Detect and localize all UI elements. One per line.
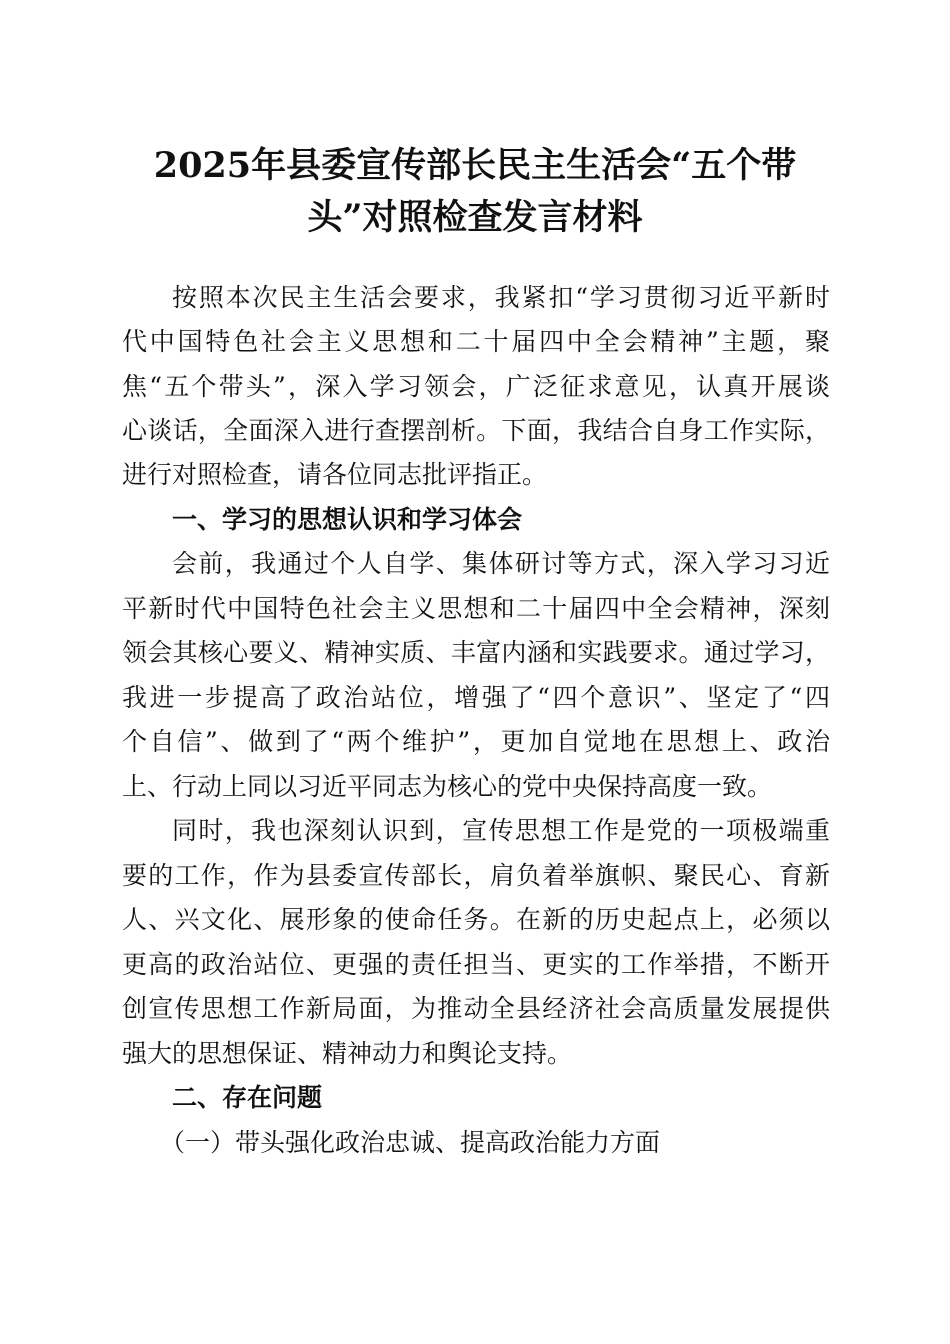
section-heading-2: 二、存在问题: [172, 1083, 323, 1112]
paragraph-line: 个自信”、做到了“两个维护”，更加自觉地在思想上、政治: [122, 727, 830, 756]
intro-line: 进行对照检查，请各位同志批评指正。: [122, 460, 548, 489]
title-line-1: 2025年县委宣传部长民主生活会“五个带: [153, 145, 797, 186]
paragraph-line: 领会其核心要义、精神实质、丰富内涵和实践要求。通过学习，: [122, 638, 830, 667]
intro-line: 心谈话，全面深入进行查摆剖析。下面，我结合自身工作实际，: [122, 416, 830, 445]
intro-line: 焦“五个带头”，深入学习领会，广泛征求意见，认真开展谈: [122, 372, 830, 401]
paragraph-line: 我进一步提高了政治站位，增强了“四个意识”、坚定了“四: [122, 683, 830, 712]
paragraph-line: 同时，我也深刻认识到，宣传思想工作是党的一项极端重: [172, 816, 830, 845]
title-line-2: 头”对照检查发言材料: [307, 197, 643, 238]
paragraph-line: 上、行动上同以习近平同志为核心的党中央保持高度一致。: [122, 772, 773, 801]
paragraph-line: 会前，我通过个人自学、集体研讨等方式，深入学习习近: [172, 549, 830, 578]
paragraph-line: 强大的思想保证、精神动力和舆论支持。: [122, 1039, 573, 1068]
section-heading-1: 一、学习的思想认识和学习体会: [172, 505, 523, 534]
intro-line: 按照本次民主生活会要求，我紧扣“学习贯彻习近平新时: [172, 283, 830, 312]
paragraph-line: 更高的政治站位、更强的责任担当、更实的工作举措，不断开: [122, 950, 830, 979]
paragraph-line: 平新时代中国特色社会主义思想和二十届四中全会精神，深刻: [122, 594, 830, 623]
intro-line: 代中国特色社会主义思想和二十届四中全会精神”主题，聚: [122, 327, 830, 356]
paragraph-line: 要的工作，作为县委宣传部长，肩负着举旗帜、聚民心、育新: [122, 861, 830, 890]
paragraph-line: 人、兴文化、展形象的使命任务。在新的历史起点上，必须以: [122, 905, 830, 934]
paragraph-line: 创宣传思想工作新局面，为推动全县经济社会高质量发展提供: [122, 994, 830, 1023]
document-title: [120, 140, 830, 244]
subsection-heading-1: （一）带头强化政治忠诚、提高政治能力方面: [160, 1128, 661, 1157]
